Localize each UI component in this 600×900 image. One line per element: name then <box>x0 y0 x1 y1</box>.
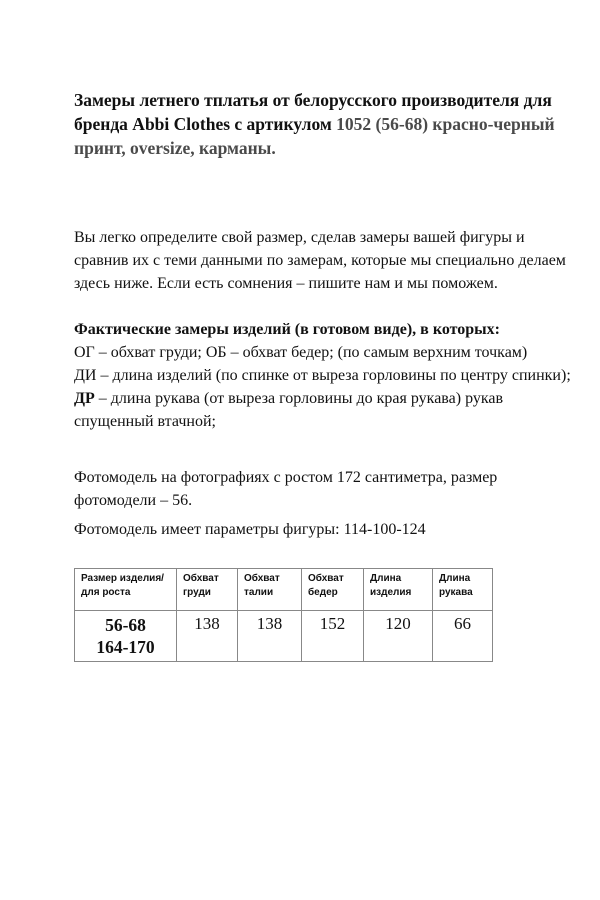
page-title <box>74 88 574 160</box>
measures-dr-label: ДР <box>74 390 95 407</box>
table-header-cell: Размер изделия/для роста <box>75 569 177 611</box>
table-header-cell: Обхват талии <box>238 569 302 611</box>
size-value: 56-68 <box>105 615 146 635</box>
measures-di: ДИ – длина изделий (по спинке от выреза горловины по центру спинки); <box>74 367 571 384</box>
height-value: 164-170 <box>96 637 155 657</box>
model-params-text: Фотомодель имеет параметры фигуры: 114-100-124 <box>74 521 426 538</box>
table-header-cell: Обхват бедер <box>302 569 364 611</box>
model-height-text: Фотомодель на фотографиях с ростом 172 сантиметра, размер фотомодели – 56. <box>74 469 498 509</box>
table-cell: 152 <box>302 611 364 662</box>
table-header-cell: Длина изделия <box>364 569 433 611</box>
measures-dr <box>74 387 574 433</box>
table-header-cell: Длина рукава <box>433 569 493 611</box>
table-row <box>75 611 493 662</box>
table-cell: 138 <box>238 611 302 662</box>
title-part2: 1052 (56-68) красно-черный принт, oversize, карманы. <box>74 114 555 158</box>
measures-section <box>74 318 574 433</box>
table-header-row <box>75 569 493 611</box>
table-cell: 66 <box>433 611 493 662</box>
intro-paragraph: Вы легко определите свой размер, сделав замеры вашей фигуры и сравнив их с теми данными по замерам, которые мы специально делаем здесь ниже. Если есть сомнения – пишите нам и мы поможем. <box>74 229 566 292</box>
size-cell <box>75 611 177 662</box>
measures-dr-text: – длина рукава (от выреза горловины до края рукава) рукав спущенный втачной; <box>74 390 504 430</box>
table-cell: 138 <box>177 611 238 662</box>
table-cell: 120 <box>364 611 433 662</box>
title-part1: Замеры летнего тплатья от белорусского производителя для бренда Abbi Clothes с артикулом <box>74 90 552 134</box>
size-table <box>74 568 493 662</box>
table-header-cell: Обхват груди <box>177 569 238 611</box>
measures-og: ОГ – обхват груди; ОБ – обхват бедер; (по самым верхним точкам) <box>74 344 528 361</box>
measures-heading: Фактические замеры изделий (в готовом виде), в которых: <box>74 321 500 338</box>
